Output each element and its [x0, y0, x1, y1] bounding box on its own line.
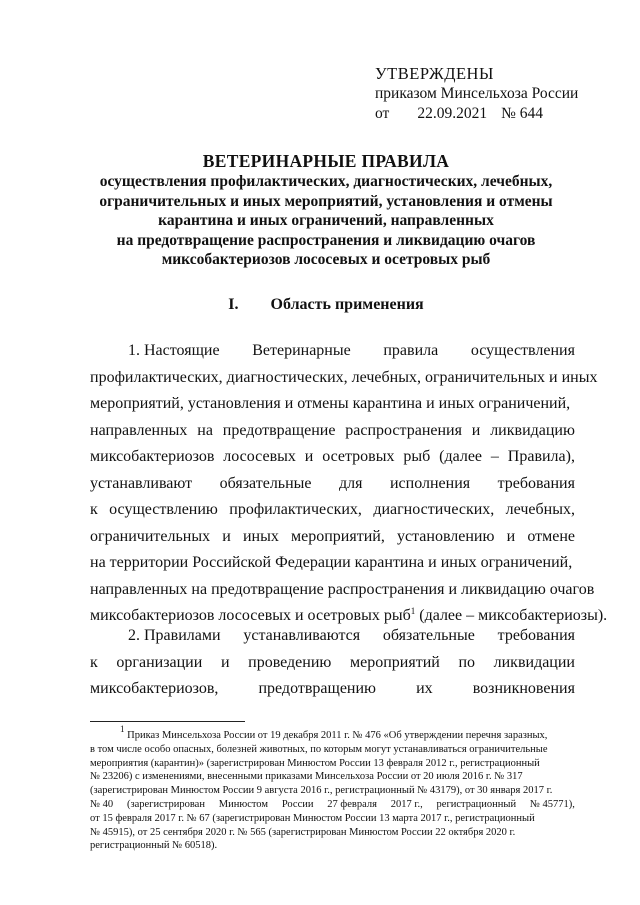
text-segment: миксобактериозов лососевых и осетровых рыб [90, 607, 411, 624]
text-segment: – [490, 448, 499, 465]
text-segment: (зарегистрирован [126, 798, 205, 810]
text-segment: устанавливаются [243, 627, 361, 644]
text-segment: и [506, 527, 516, 545]
text-segment: распространения [345, 421, 462, 439]
text-segment: правила [383, 342, 439, 359]
text-segment: в том числе особо опасных, болезней животных, по которым могут устанавливаться ограничительные [90, 743, 548, 755]
text-line [90, 577, 595, 604]
text-segment: к [90, 653, 98, 671]
footnote-line [90, 724, 575, 743]
footnote-line [90, 839, 575, 853]
text-segment: и [304, 448, 314, 465]
text-segment: установлению [396, 527, 495, 545]
text-segment: от 15 февраля 2017 г. № 67 (зарегистрирован Минюстом России 13 марта 2017 г., регистрационный [90, 812, 535, 824]
text-segment: исполнения [389, 474, 471, 492]
text-segment: направленных [90, 421, 188, 439]
footnote-line [90, 826, 575, 840]
text-line [90, 338, 575, 365]
text-segment: направленных на предотвращение распространения и ликвидацию очагов [90, 580, 595, 598]
text-line [90, 497, 575, 524]
text-segment: по [458, 653, 475, 671]
text-segment: их [416, 680, 433, 697]
text-segment: осетровых [322, 448, 395, 465]
text-segment: регистрационный № 60518). [90, 840, 218, 852]
approval-number: № 644 [501, 105, 543, 122]
text-segment: регистрационный [436, 798, 517, 810]
text-segment: на территории Российской Федерации карантина и иных ограничений, [90, 554, 573, 571]
approval-date: 22.09.2021 [417, 105, 488, 122]
text-line [90, 623, 575, 650]
text-segment: к [90, 501, 98, 518]
footnote-line [90, 757, 575, 771]
footnote-line [90, 770, 575, 784]
text-segment: рыб [403, 448, 431, 465]
text-segment: Ветеринарные [252, 342, 351, 359]
footnote-line [90, 812, 575, 826]
footnote-line [90, 798, 575, 812]
footnote [90, 724, 575, 853]
subtitle-line: миксобактериозов лососевых и осетровых рыб [161, 251, 491, 269]
paragraph-2 [90, 623, 575, 703]
text-segment: миксобактериозов, [90, 680, 219, 697]
text-line [90, 391, 575, 418]
text-segment: мероприятий, [291, 527, 385, 545]
text-segment: для [339, 474, 363, 492]
text-segment: ликвидацию [490, 421, 575, 439]
text-line [90, 650, 575, 677]
text-segment: № 23206) с изменениями, внесенными приказами Минсельхоза России от 20 июля 2016 г. № 317 [90, 771, 523, 783]
text-segment: и [220, 653, 230, 671]
text-segment: иных [242, 527, 279, 545]
text-segment: осуществления [470, 342, 575, 359]
text-line [90, 444, 575, 471]
text-segment: устанавливают [90, 474, 193, 492]
text-segment: диагностических, [373, 501, 495, 518]
text-segment: предотвращению [258, 680, 376, 697]
text-segment: требования [497, 474, 575, 492]
footnote-reference[interactable]: 1 [410, 606, 416, 616]
text-segment: профилактических, диагностических, лечебных, ограничительных и иных [90, 368, 598, 386]
approval-date-line [375, 104, 578, 124]
text-segment: России [281, 798, 314, 810]
text-segment: (далее – миксобактериозы). [415, 607, 608, 624]
footnote-line [90, 743, 575, 757]
text-segment: и [471, 421, 481, 439]
text-line [90, 365, 598, 392]
text-segment: Приказ Минсельхоза России от 19 декабря 2011 г. № 476 «Об утверждении перечня заразных, [127, 730, 548, 741]
text-line [90, 524, 575, 551]
subtitle-line: ограничительных и иных мероприятий, установления и отмены [99, 192, 553, 210]
text-line [90, 418, 575, 445]
text-segment: возникновения [472, 680, 575, 697]
text-segment: обязательные [219, 474, 312, 492]
text-segment: проведению [248, 653, 332, 671]
text-segment: миксобактериозов [90, 448, 215, 465]
text-line [90, 471, 575, 498]
subtitle-line: осуществления профилактических, диагностических, лечебных, [99, 173, 553, 190]
text-segment: ограничительных [90, 527, 211, 545]
footnote-mark: 1 [120, 724, 125, 734]
text-segment: (далее [439, 448, 483, 465]
section-title: Область применения [270, 296, 424, 313]
text-segment: Минюстом [218, 798, 269, 810]
text-line [90, 550, 575, 577]
text-segment: 27 февраля [327, 798, 377, 810]
text-segment: мероприятий [349, 653, 440, 671]
paragraph-1 [90, 338, 598, 603]
text-segment: отмене [527, 527, 575, 545]
text-segment: обязательные [382, 627, 475, 644]
text-segment: ликвидации [493, 653, 575, 671]
document-title-block [80, 150, 572, 270]
document-subtitle [80, 172, 572, 270]
document-title: ВЕТЕРИНАРНЫЕ ПРАВИЛА [202, 151, 450, 171]
text-segment: лечебных, [505, 501, 575, 518]
text-segment: на [197, 421, 213, 439]
text-segment: требования [497, 627, 575, 644]
text-segment: № 45915), от 25 сентября 2020 г. № 565 (зарегистрирован Минюстом России 22 октября 2020 г. [90, 826, 516, 838]
text-segment: 2. Правилами [128, 627, 221, 644]
text-segment: Правила), [507, 448, 575, 465]
text-segment: предотвращение [222, 421, 336, 439]
approval-by: приказом Минсельхоза России [375, 85, 579, 102]
text-segment: и [222, 527, 231, 545]
text-segment: 1. Настоящие [128, 342, 220, 359]
text-segment: лососевых [223, 448, 296, 465]
text-segment: № 40 [90, 798, 114, 810]
text-segment: осуществлению [109, 501, 218, 518]
text-segment: организации [116, 653, 203, 671]
text-segment: (зарегистрирован Минюстом России 9 августа 2016 г., регистрационный № 43179), от 30 января 2017 г. [90, 785, 553, 797]
text-segment: № 45771), [529, 798, 575, 810]
footnote-divider [90, 721, 245, 722]
footnote-first-segment [120, 724, 548, 743]
text-segment: мероприятий, установления и отмены карантина и иных ограничений, [90, 395, 571, 412]
approval-stamp [375, 64, 578, 124]
approval-title: УТВЕРЖДЕНЫ [375, 64, 494, 83]
text-line [90, 676, 575, 703]
footnote-line [90, 784, 575, 798]
section-number: I. [228, 296, 239, 313]
section-heading [80, 296, 572, 314]
text-segment: профилактических, [229, 501, 362, 518]
subtitle-line: на предотвращение распространения и ликвидацию очагов [116, 231, 536, 249]
subtitle-line: карантина и иных ограничений, направленных [158, 212, 494, 230]
text-segment: мероприятия (карантин)» (зарегистрирован Минюстом России 13 февраля 2012 г., регистрационный [90, 757, 540, 769]
text-segment: 2017 г., [390, 798, 423, 810]
approval-from: от [375, 105, 390, 122]
